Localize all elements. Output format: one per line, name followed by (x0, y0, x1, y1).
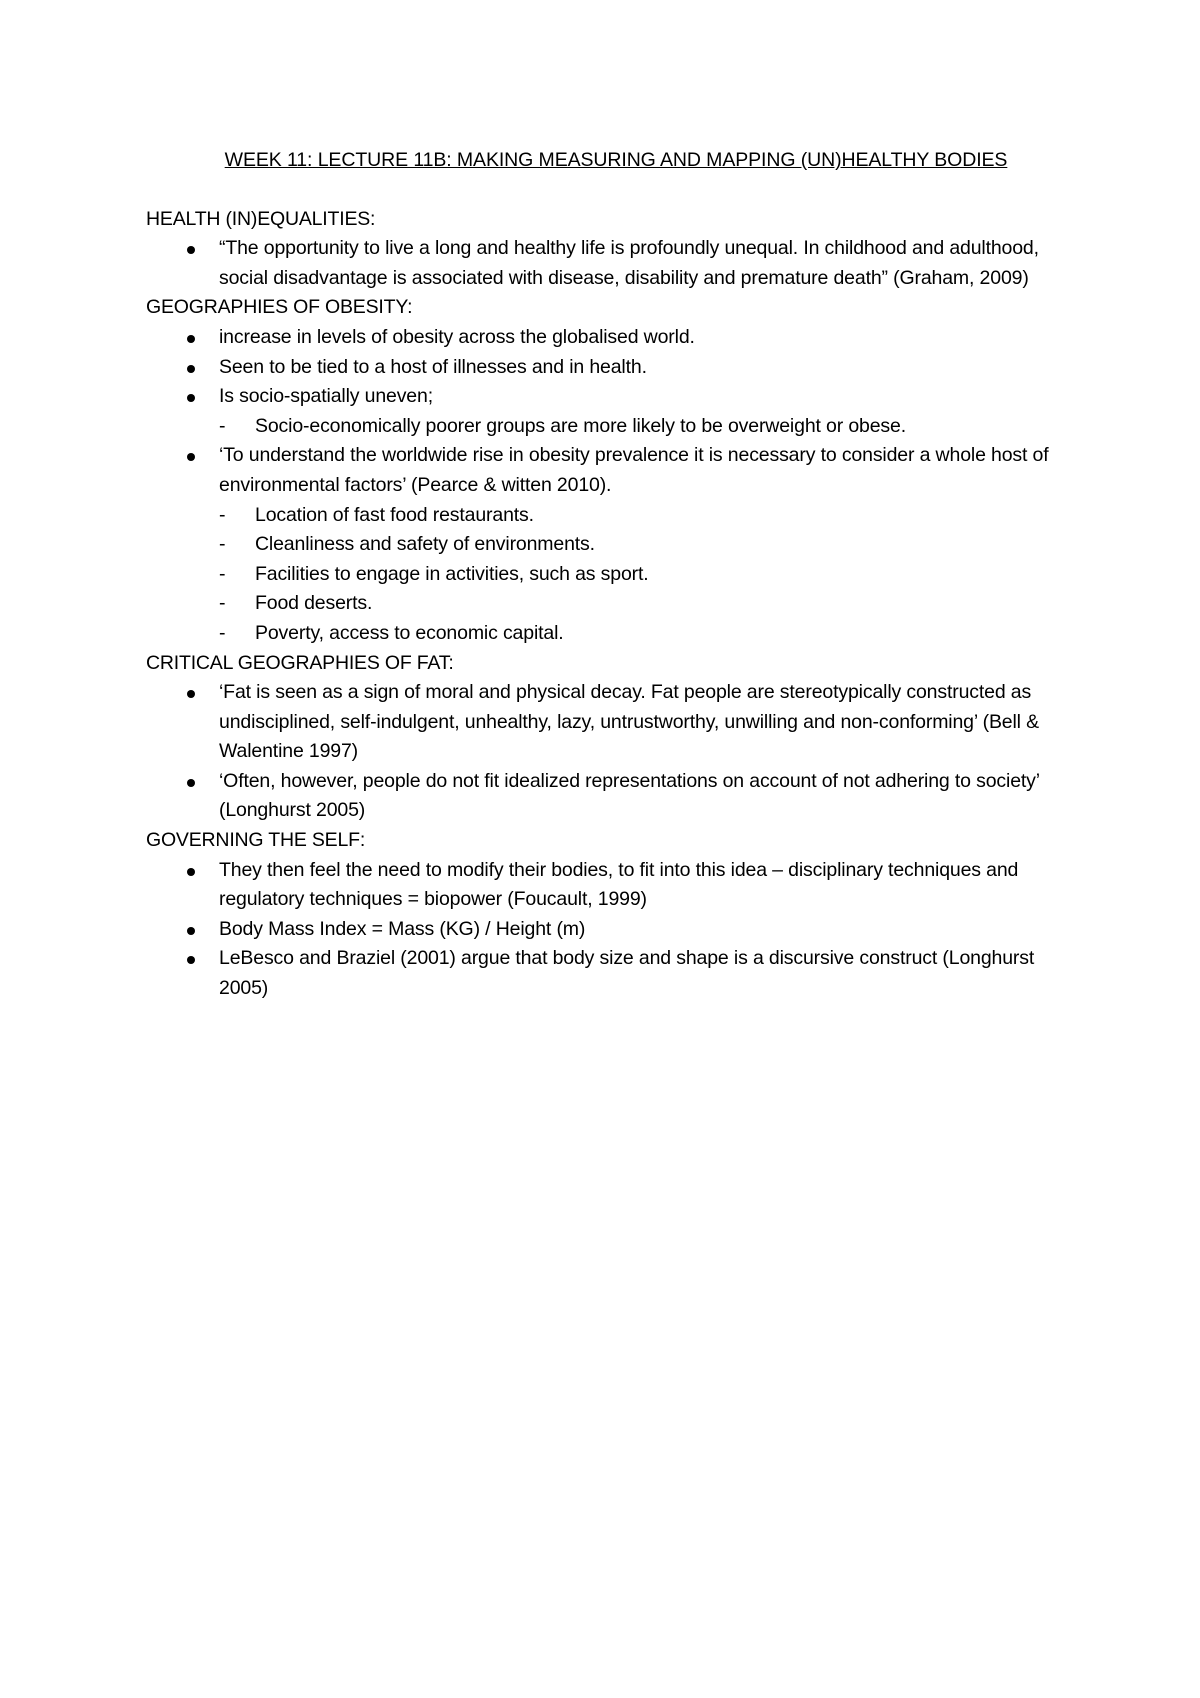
bullet-item (146, 856, 1066, 915)
bullet-dot-icon (187, 365, 195, 373)
sub-list (219, 501, 1066, 649)
document-body (146, 205, 1066, 1004)
bullet-dot-icon (187, 956, 195, 964)
sub-item (219, 412, 1066, 442)
sub-item-text: Location of fast food restaurants. (255, 503, 534, 526)
section (146, 205, 1066, 294)
dash-marker: - (219, 503, 226, 526)
bullet-list (146, 678, 1066, 826)
bullet-text: ‘To understand the worldwide rise in obesity prevalence it is necessary to consider a whole host of environmental factors’ (Pearce & witten 2010). (219, 444, 1049, 496)
section-heading: GOVERNING THE SELF: (146, 829, 366, 852)
bullet-text: They then feel the need to modify their bodies, to fit into this idea – disciplinary techniques and regulatory techniques = biopower (Foucault, 1999) (219, 858, 1019, 911)
document-title: WEEK 11: LECTURE 11B: MAKING MEASURING AND MAPPING (UN)HEALTHY BODIES (224, 149, 1008, 171)
bullet-item (146, 915, 1066, 945)
dash-marker: - (219, 414, 226, 437)
bullet-list (146, 856, 1066, 1004)
bullet-list (146, 234, 1066, 293)
title-spacer (146, 176, 1066, 205)
sub-list (219, 412, 1066, 442)
bullet-item (146, 678, 1066, 767)
bullet-item (146, 441, 1066, 648)
bullet-text: Is socio-spatially uneven; (219, 385, 433, 408)
bullet-dot-icon (187, 453, 195, 461)
bullet-item (146, 382, 1066, 441)
document-page (146, 146, 1066, 1004)
bullet-item (146, 323, 1066, 353)
section (146, 649, 1066, 827)
sub-item (219, 619, 1066, 649)
sub-item-text: Socio-economically poorer groups are more likely to be overweight or obese. (255, 414, 906, 437)
bullet-item (146, 234, 1066, 293)
sub-item-text: Cleanliness and safety of environments. (255, 533, 595, 556)
dash-marker: - (219, 592, 226, 615)
section (146, 826, 1066, 1004)
bullet-item (146, 767, 1066, 826)
bullet-item (146, 944, 1066, 1003)
bullet-dot-icon (187, 927, 195, 935)
sub-item (219, 589, 1066, 619)
sub-item (219, 560, 1066, 590)
section-heading: CRITICAL GEOGRAPHIES OF FAT: (146, 651, 454, 674)
bullet-dot-icon (187, 246, 195, 254)
section (146, 293, 1066, 648)
sub-item (219, 501, 1066, 531)
sub-item-text: Food deserts. (255, 592, 373, 615)
bullet-text: “The opportunity to live a long and healthy life is profoundly unequal. In childhood and adulthood, social disadvantage is associated with disease, disability and premature death” (Graham, 2009) (219, 237, 1039, 289)
sub-item (219, 530, 1066, 560)
bullet-item (146, 353, 1066, 383)
sub-item-text: Poverty, access to economic capital. (255, 621, 564, 644)
dash-marker: - (219, 562, 226, 585)
bullet-text: Body Mass Index = Mass (KG) / Height (m) (219, 917, 586, 940)
bullet-dot-icon (187, 394, 195, 402)
sub-item-text: Facilities to engage in activities, such as sport. (255, 562, 649, 585)
bullet-text: increase in levels of obesity across the globalised world. (219, 325, 695, 348)
section-heading: HEALTH (IN)EQUALITIES: (146, 207, 376, 230)
bullet-text: LeBesco and Braziel (2001) argue that body size and shape is a discursive construct (Longhurst 2005) (219, 947, 1035, 1000)
section-heading: GEOGRAPHIES OF OBESITY: (146, 296, 413, 319)
bullet-dot-icon (187, 779, 195, 787)
dash-marker: - (219, 621, 226, 644)
bullet-text: ‘Often, however, people do not fit idealized representations on account of not adhering to society’ (Longhurst 2005) (219, 769, 1040, 822)
bullet-text: Seen to be tied to a host of illnesses and in health. (219, 355, 647, 378)
bullet-dot-icon (187, 868, 195, 876)
bullet-list (146, 323, 1066, 649)
bullet-text: ‘Fat is seen as a sign of moral and physical decay. Fat people are stereotypically constructed as undisciplined, self-indulgent, unhealthy, lazy, untrustworthy, unwilling and non-conforming’ (Bell & Walentine 1997) (219, 681, 1039, 763)
bullet-dot-icon (187, 335, 195, 343)
bullet-dot-icon (187, 690, 195, 698)
dash-marker: - (219, 533, 226, 556)
